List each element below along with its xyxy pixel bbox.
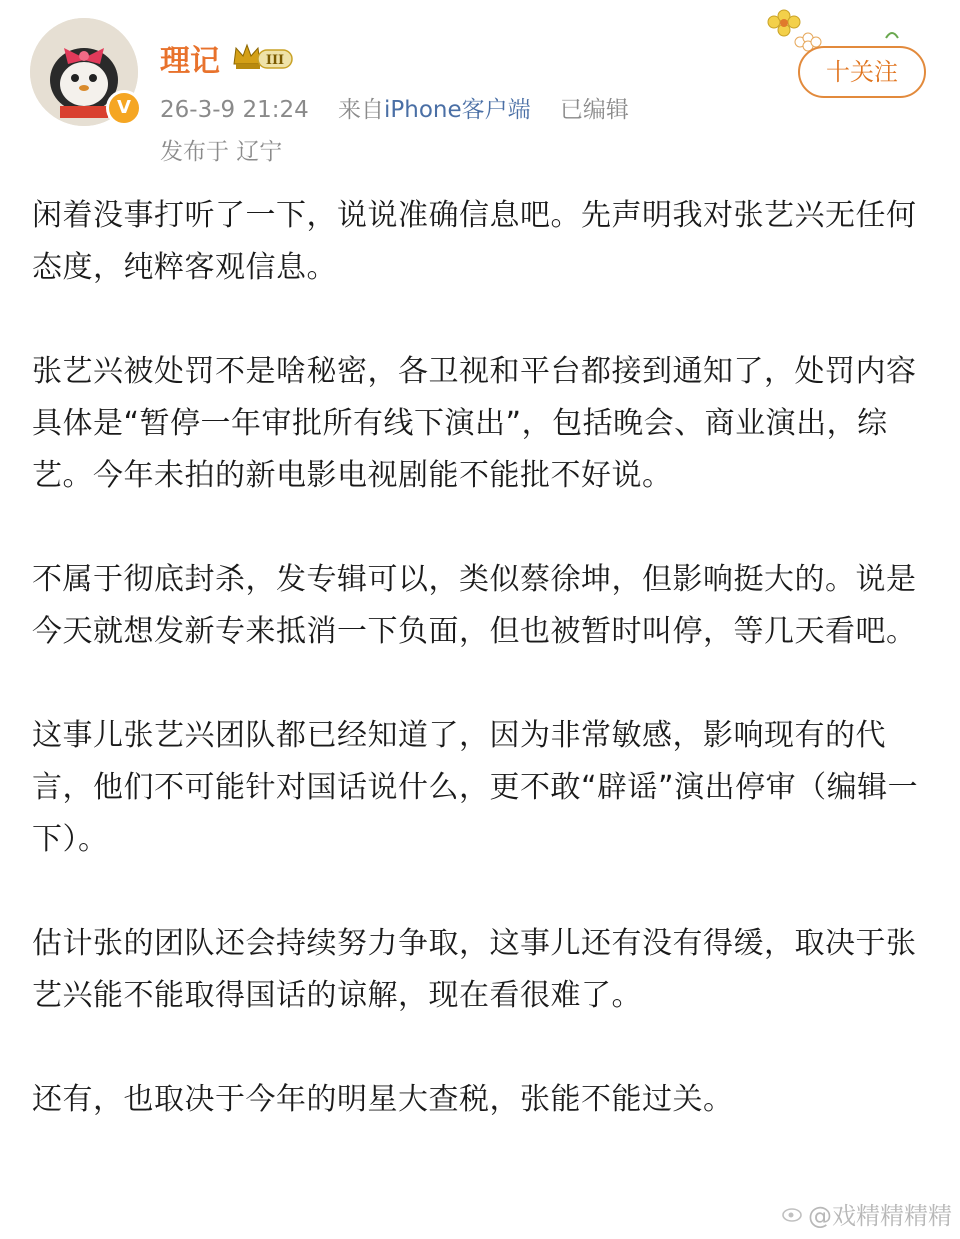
post-header xyxy=(0,0,960,170)
post-meta xyxy=(160,91,629,124)
watermark xyxy=(782,1196,952,1231)
watermark-text: @戏精精精精 xyxy=(808,1202,952,1230)
edited-label[interactable]: 已编辑 xyxy=(559,97,629,123)
post-paragraph: 不属于彻底封杀，发专辑可以，类似蔡徐坤，但影响挺大的。说是今天就想发新专来抵消一下负面，但也被暂时叫停，等几天看吧。 xyxy=(32,562,917,649)
source-prefix: 来自 xyxy=(337,97,384,123)
post-location: 发布于 辽宁 xyxy=(160,139,283,165)
post-time: 26-3-9 21:24 xyxy=(160,97,309,123)
follow-button[interactable]: 十关注 xyxy=(798,46,926,98)
level-badge-text: III xyxy=(265,53,285,68)
post-paragraph: 闲着没事打听了一下，说说准确信息吧。先声明我对张艺兴无任何态度，纯粹客观信息。 xyxy=(32,198,917,285)
post-paragraph: 这事儿张艺兴团队都已经知道了，因为非常敏感，影响现有的代言，他们不可能针对国话说什么，更不敢“辟谣”演出停审（编辑一下）。 xyxy=(32,718,919,857)
level-crown-icon xyxy=(232,42,294,76)
post-paragraph: 还有，也取决于今年的明星大查税，张能不能过关。 xyxy=(32,1082,734,1117)
post-paragraph: 估计张的团队还会持续努力争取，这事儿还有没有得缓，取决于张艺兴能不能取得国话的谅解，现在看很难了。 xyxy=(32,926,917,1013)
post-body xyxy=(32,190,932,1178)
avatar[interactable] xyxy=(30,18,142,130)
post-source[interactable]: iPhone客户端 xyxy=(383,97,531,123)
weibo-logo-icon xyxy=(782,1200,804,1228)
verified-icon: V xyxy=(106,90,142,126)
post-paragraph: 张艺兴被处罚不是啥秘密，各卫视和平台都接到通知了，处罚内容具体是“暂停一年审批所有线下演出”，包括晚会、商业演出，综艺。今年未拍的新电影电视剧能不能批不好说。 xyxy=(32,354,917,493)
author-name[interactable]: 理记 xyxy=(160,44,220,79)
